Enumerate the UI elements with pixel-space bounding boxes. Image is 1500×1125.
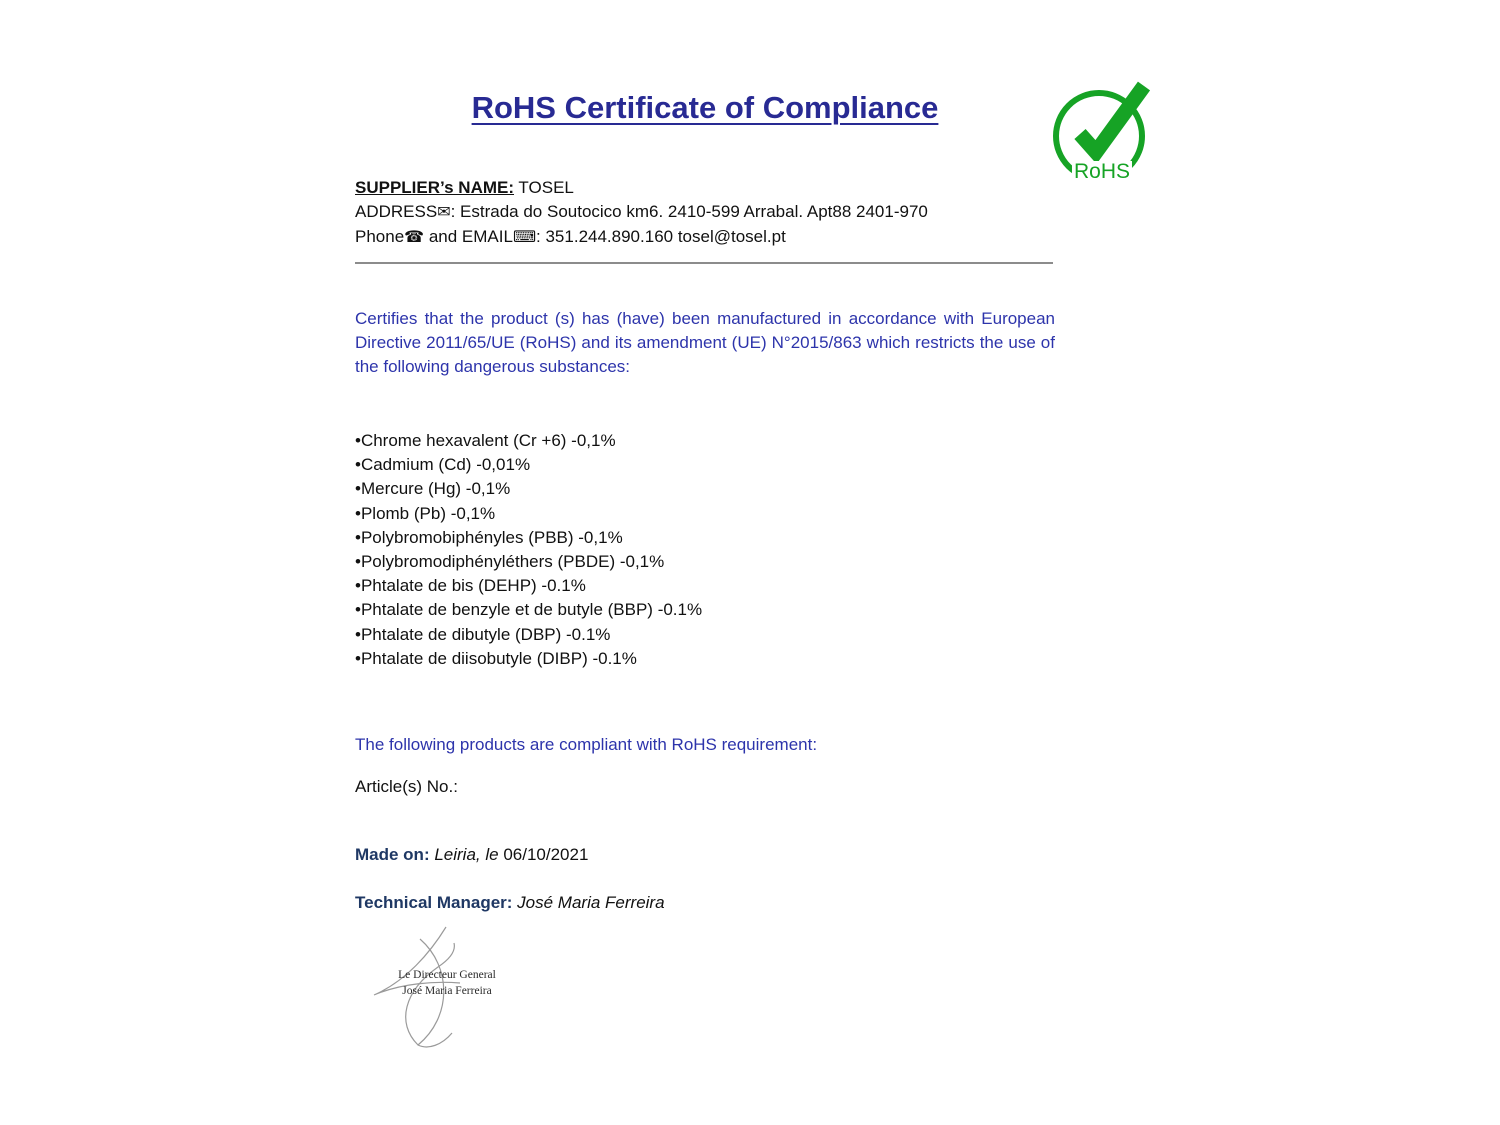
supplier-name-label: SUPPLIER’s NAME: bbox=[355, 178, 515, 197]
compliance-statement: The following products are compliant with RoHS requirement: bbox=[355, 735, 818, 754]
supplier-block bbox=[355, 176, 1055, 250]
supplier-name-value: TOSEL bbox=[514, 178, 574, 197]
signature-name: José Maria Ferreira bbox=[402, 985, 492, 997]
made-on-date: 06/10/2021 bbox=[498, 845, 589, 864]
supplier-name-line bbox=[355, 176, 1055, 200]
made-on-line bbox=[355, 845, 588, 865]
document-title: RoHS Certificate of Compliance bbox=[471, 90, 939, 125]
technical-manager-name: José Maria Ferreira bbox=[512, 893, 665, 912]
technical-manager-line bbox=[355, 893, 665, 913]
contact-value: : 351.244.890.160 tosel@tosel.pt bbox=[536, 227, 786, 246]
address-label: ADDRESS bbox=[355, 202, 438, 221]
substance-item: • Phtalate de benzyle et de butyle (BBP) -0.1% bbox=[355, 598, 702, 622]
substance-item: • Cadmium (Cd) -0,01% bbox=[355, 453, 702, 477]
article-number-label: Article(s) No.: bbox=[355, 777, 458, 796]
signature-title: Le Directeur General bbox=[398, 969, 496, 981]
computer-icon: ⌨ bbox=[512, 229, 537, 246]
email-label: and EMAIL bbox=[424, 227, 513, 246]
phone-label: Phone bbox=[355, 227, 405, 246]
phone-icon: ☎ bbox=[404, 229, 425, 246]
substance-item: • Polybromodiphényléthers (PBDE) -0,1% bbox=[355, 550, 702, 574]
rohs-logo bbox=[1052, 84, 1152, 184]
substance-item: • Phtalate de dibutyle (DBP) -0.1% bbox=[355, 623, 702, 647]
made-on-place: Leiria, le bbox=[429, 845, 499, 864]
substance-item: • Phtalate de diisobutyle (DIBP) -0.1% bbox=[355, 647, 702, 671]
rohs-logo-label: RoHS bbox=[1073, 160, 1131, 183]
envelope-icon: ✉ bbox=[437, 204, 451, 221]
substance-item: • Chrome hexavalent (Cr +6) -0,1% bbox=[355, 429, 702, 453]
substances-list bbox=[355, 429, 702, 671]
signature-block bbox=[358, 925, 518, 1050]
certification-paragraph: Certifies that the product (s) has (have) been manufactured in accordance with European Directive 2011/65/UE (RoHS) and its amendment (UE) N°2015/863 which restricts the use of the following dangerous substances: bbox=[355, 309, 1055, 376]
address-value: : Estrada do Soutocico km6. 2410-599 Arrabal. Apt88 2401-970 bbox=[450, 202, 928, 221]
substance-item: • Polybromobiphényles (PBB) -0,1% bbox=[355, 526, 702, 550]
signature-text bbox=[392, 967, 502, 999]
made-on-label: Made on: bbox=[355, 845, 430, 864]
substance-item: • Phtalate de bis (DEHP) -0.1% bbox=[355, 574, 702, 598]
supplier-address-line bbox=[355, 200, 1055, 225]
supplier-contact-line bbox=[355, 225, 1055, 250]
technical-manager-label: Technical Manager: bbox=[355, 893, 513, 912]
divider-line bbox=[355, 262, 1053, 264]
substance-item: • Plomb (Pb) -0,1% bbox=[355, 502, 702, 526]
substance-item: • Mercure (Hg) -0,1% bbox=[355, 477, 702, 501]
